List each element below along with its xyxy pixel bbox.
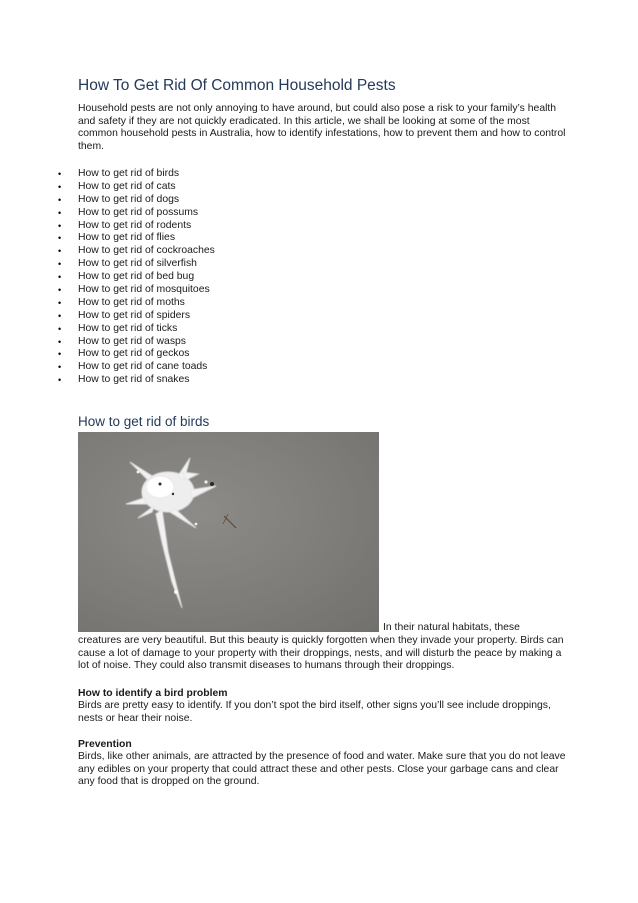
- bullet-icon: •: [58, 181, 62, 192]
- bullet-icon: •: [58, 336, 62, 347]
- contents-item-link[interactable]: How to get rid of cats: [78, 180, 176, 192]
- contents-item-link[interactable]: How to get rid of bed bug: [78, 271, 195, 283]
- contents-item-link[interactable]: How to get rid of cane toads: [78, 361, 208, 373]
- bullet-icon: •: [58, 285, 62, 296]
- contents-item-link[interactable]: How to get rid of flies: [78, 232, 176, 244]
- contents-item-link[interactable]: How to get rid of silverfish: [78, 258, 197, 270]
- contents-item-link[interactable]: How to get rid of dogs: [78, 193, 180, 205]
- contents-item-link[interactable]: How to get rid of geckos: [78, 348, 190, 360]
- bird-caption-body: creatures are very beautiful. But this beauty is quickly forgotten when they invade your property. Birds can cause a lot of damage to your property with their droppings, nests, and will disturb the peace by making a lot of noise. They could also transmit diseases to humans through their droppings.: [78, 635, 564, 672]
- contents-item-link[interactable]: How to get rid of spiders: [78, 309, 191, 321]
- bullet-icon: •: [58, 323, 62, 334]
- bullet-icon: •: [58, 194, 62, 205]
- prevention-heading: Prevention: [78, 739, 132, 750]
- contents-item-link[interactable]: How to get rid of birds: [78, 168, 180, 179]
- bullet-icon: •: [58, 310, 62, 321]
- contents-item-link[interactable]: How to get rid of moths: [78, 296, 185, 308]
- identify-text: Birds are pretty easy to identify. If you don’t spot the bird itself, other signs you’ll see include droppings, nests or hear their noise.: [78, 700, 551, 724]
- contents-item-link[interactable]: How to get rid of mosquitoes: [78, 284, 210, 296]
- bullet-icon: •: [58, 297, 62, 308]
- contents-item-link[interactable]: How to get rid of cockroaches: [78, 245, 215, 257]
- bullet-icon: •: [58, 362, 62, 373]
- contents-item-link[interactable]: How to get rid of possums: [78, 206, 199, 218]
- bird-droppings-photo: [78, 432, 379, 632]
- bullet-icon: •: [58, 207, 62, 218]
- bird-droppings-illustration: [78, 432, 379, 632]
- bullet-icon: •: [58, 233, 62, 244]
- bullet-icon: •: [58, 220, 62, 231]
- identify-heading: How to identify a bird problem: [78, 688, 228, 699]
- bullet-icon: •: [58, 246, 62, 257]
- bullet-icon: •: [58, 259, 62, 270]
- intro-paragraph: Household pests are not only annoying to have around, but could also pose a risk to your family’s health and safety if they are not quickly eradicated. In this article, we shall be looking at some of the most common household pests in Australia, how to identify infestations, how to prevent them and how to control them.: [78, 103, 566, 152]
- contents-item-link[interactable]: How to get rid of snakes: [78, 374, 190, 386]
- page-title: How To Get Rid Of Common Household Pests: [78, 77, 396, 94]
- bullet-icon: •: [58, 272, 62, 283]
- contents-item-link[interactable]: How to get rid of ticks: [78, 322, 178, 334]
- contents-item-link[interactable]: How to get rid of rodents: [78, 219, 192, 231]
- section-heading-birds: How to get rid of birds: [78, 414, 210, 429]
- bullet-icon: •: [58, 375, 62, 386]
- bird-caption-first-line: In their natural habitats, these: [383, 622, 520, 633]
- contents-item-link[interactable]: How to get rid of wasps: [78, 335, 186, 347]
- bullet-icon: •: [58, 169, 62, 179]
- prevention-text: Birds, like other animals, are attracted by the presence of food and water. Make sure that you do not leave any edibles on your property that could attract these and other pests. Close your garbage cans and clear any food that is dropped on the ground.: [78, 751, 566, 788]
- bullet-icon: •: [58, 349, 62, 360]
